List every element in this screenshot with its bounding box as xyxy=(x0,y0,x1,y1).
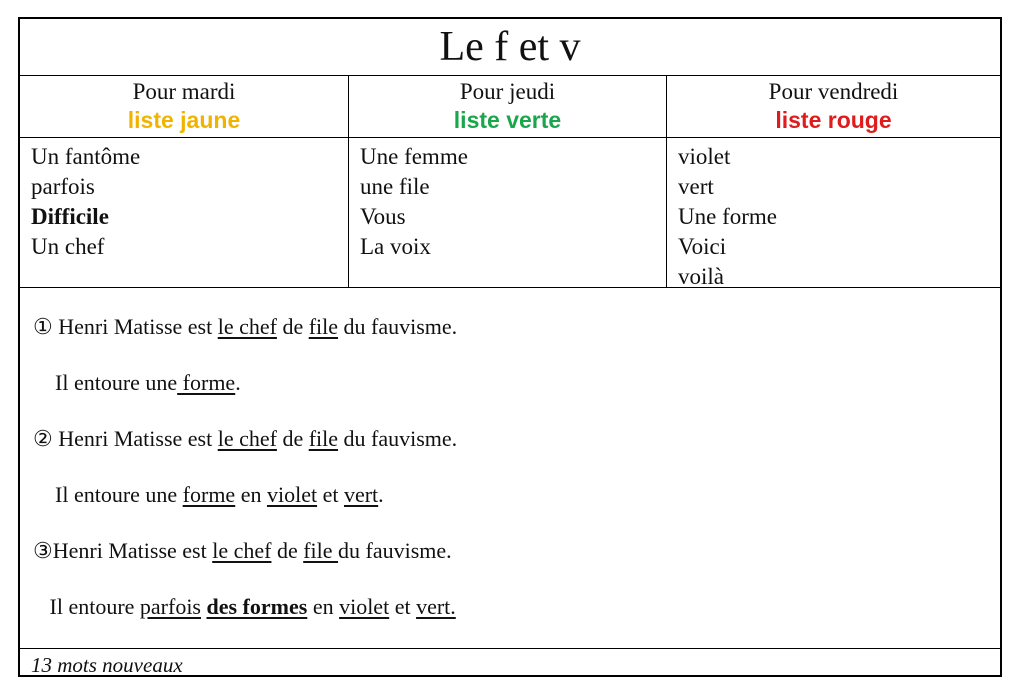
title-row xyxy=(20,19,1000,76)
list-label-rouge: liste rouge xyxy=(775,107,892,133)
number-marker: ① xyxy=(33,314,53,339)
sentence-text: Il entoure xyxy=(33,594,140,619)
sentence-text: de xyxy=(276,314,309,339)
underlined-word: le chef xyxy=(217,314,277,339)
day-label: Pour vendredi xyxy=(768,79,899,104)
page-title: Le f et v xyxy=(439,24,581,70)
sentence-text: du fauvisme. xyxy=(338,314,458,339)
list-label-jaune: liste jaune xyxy=(127,107,241,133)
word-list-jeudi xyxy=(349,138,666,288)
worksheet xyxy=(18,17,1002,677)
sentence-text: Henri Matisse est xyxy=(52,426,218,451)
underlined-word: violet xyxy=(339,594,390,619)
sentence-text: Henri Matisse est xyxy=(52,538,213,563)
column-header xyxy=(20,75,348,138)
underlined-word: parfois xyxy=(139,594,201,619)
underlined-word: violet xyxy=(266,482,318,507)
column-vendredi xyxy=(666,75,1000,288)
footer-note: 13 mots nouveaux xyxy=(31,653,183,677)
word-item: Une femme xyxy=(360,144,468,169)
column-jeudi xyxy=(348,75,666,288)
word-item: Un fantôme xyxy=(31,144,141,169)
day-label: Pour jeudi xyxy=(459,79,556,104)
underlined-word: des formes xyxy=(206,594,308,619)
sentence-text: du fauvisme. xyxy=(338,538,452,563)
sentence-text: de xyxy=(271,538,304,563)
sentence-text: Il entoure une xyxy=(33,482,183,507)
underlined-word: vert. xyxy=(416,594,456,619)
sentence-text: Il entoure une xyxy=(33,370,178,395)
underlined-word: le chef xyxy=(217,426,277,451)
word-item: violet xyxy=(678,144,731,169)
sentence-line xyxy=(33,425,457,453)
underlined-word: forme xyxy=(182,482,236,507)
sentence-text: en xyxy=(307,594,340,619)
underlined-word: file xyxy=(303,538,339,563)
underlined-word: le chef xyxy=(212,538,272,563)
underlined-word: forme xyxy=(177,370,236,395)
word-item: parfois xyxy=(31,174,95,199)
word-item: La voix xyxy=(360,234,431,259)
word-item: Un chef xyxy=(31,234,105,259)
sentence-text: Henri Matisse est xyxy=(52,314,218,339)
sentence-text: et xyxy=(389,594,417,619)
number-marker: ③ xyxy=(33,538,53,563)
column-mardi xyxy=(20,75,348,288)
word-item: vert xyxy=(678,174,714,199)
sentence-line xyxy=(33,313,457,341)
word-item: Vous xyxy=(360,204,406,229)
word-list-mardi xyxy=(20,138,348,288)
column-header xyxy=(349,75,666,138)
underlined-word: vert xyxy=(343,482,379,507)
sentence-text: et xyxy=(317,482,344,507)
list-label-verte: liste verte xyxy=(453,107,562,133)
sentence-line xyxy=(33,369,241,397)
word-item: voilà xyxy=(678,264,724,289)
sentence-line xyxy=(33,593,456,621)
sentence-text: en xyxy=(235,482,267,507)
word-item: Une forme xyxy=(678,204,777,229)
word-item: Voici xyxy=(678,234,727,259)
word-item: Difficile xyxy=(31,204,109,229)
sentence-line xyxy=(33,481,384,509)
sentence-line xyxy=(33,537,452,565)
underlined-word: file xyxy=(308,426,339,451)
column-header xyxy=(667,75,1000,138)
sentence-text: . xyxy=(378,482,384,507)
sentence-text: du fauvisme. xyxy=(338,426,458,451)
word-list-vendredi xyxy=(667,138,1000,288)
number-marker: ② xyxy=(33,426,53,451)
sentence-text: . xyxy=(235,370,241,395)
sentence-text: de xyxy=(276,426,309,451)
day-label: Pour mardi xyxy=(132,79,236,104)
dictation-sentences xyxy=(20,287,1000,649)
underlined-word: file xyxy=(308,314,339,339)
word-item: une file xyxy=(360,174,430,199)
